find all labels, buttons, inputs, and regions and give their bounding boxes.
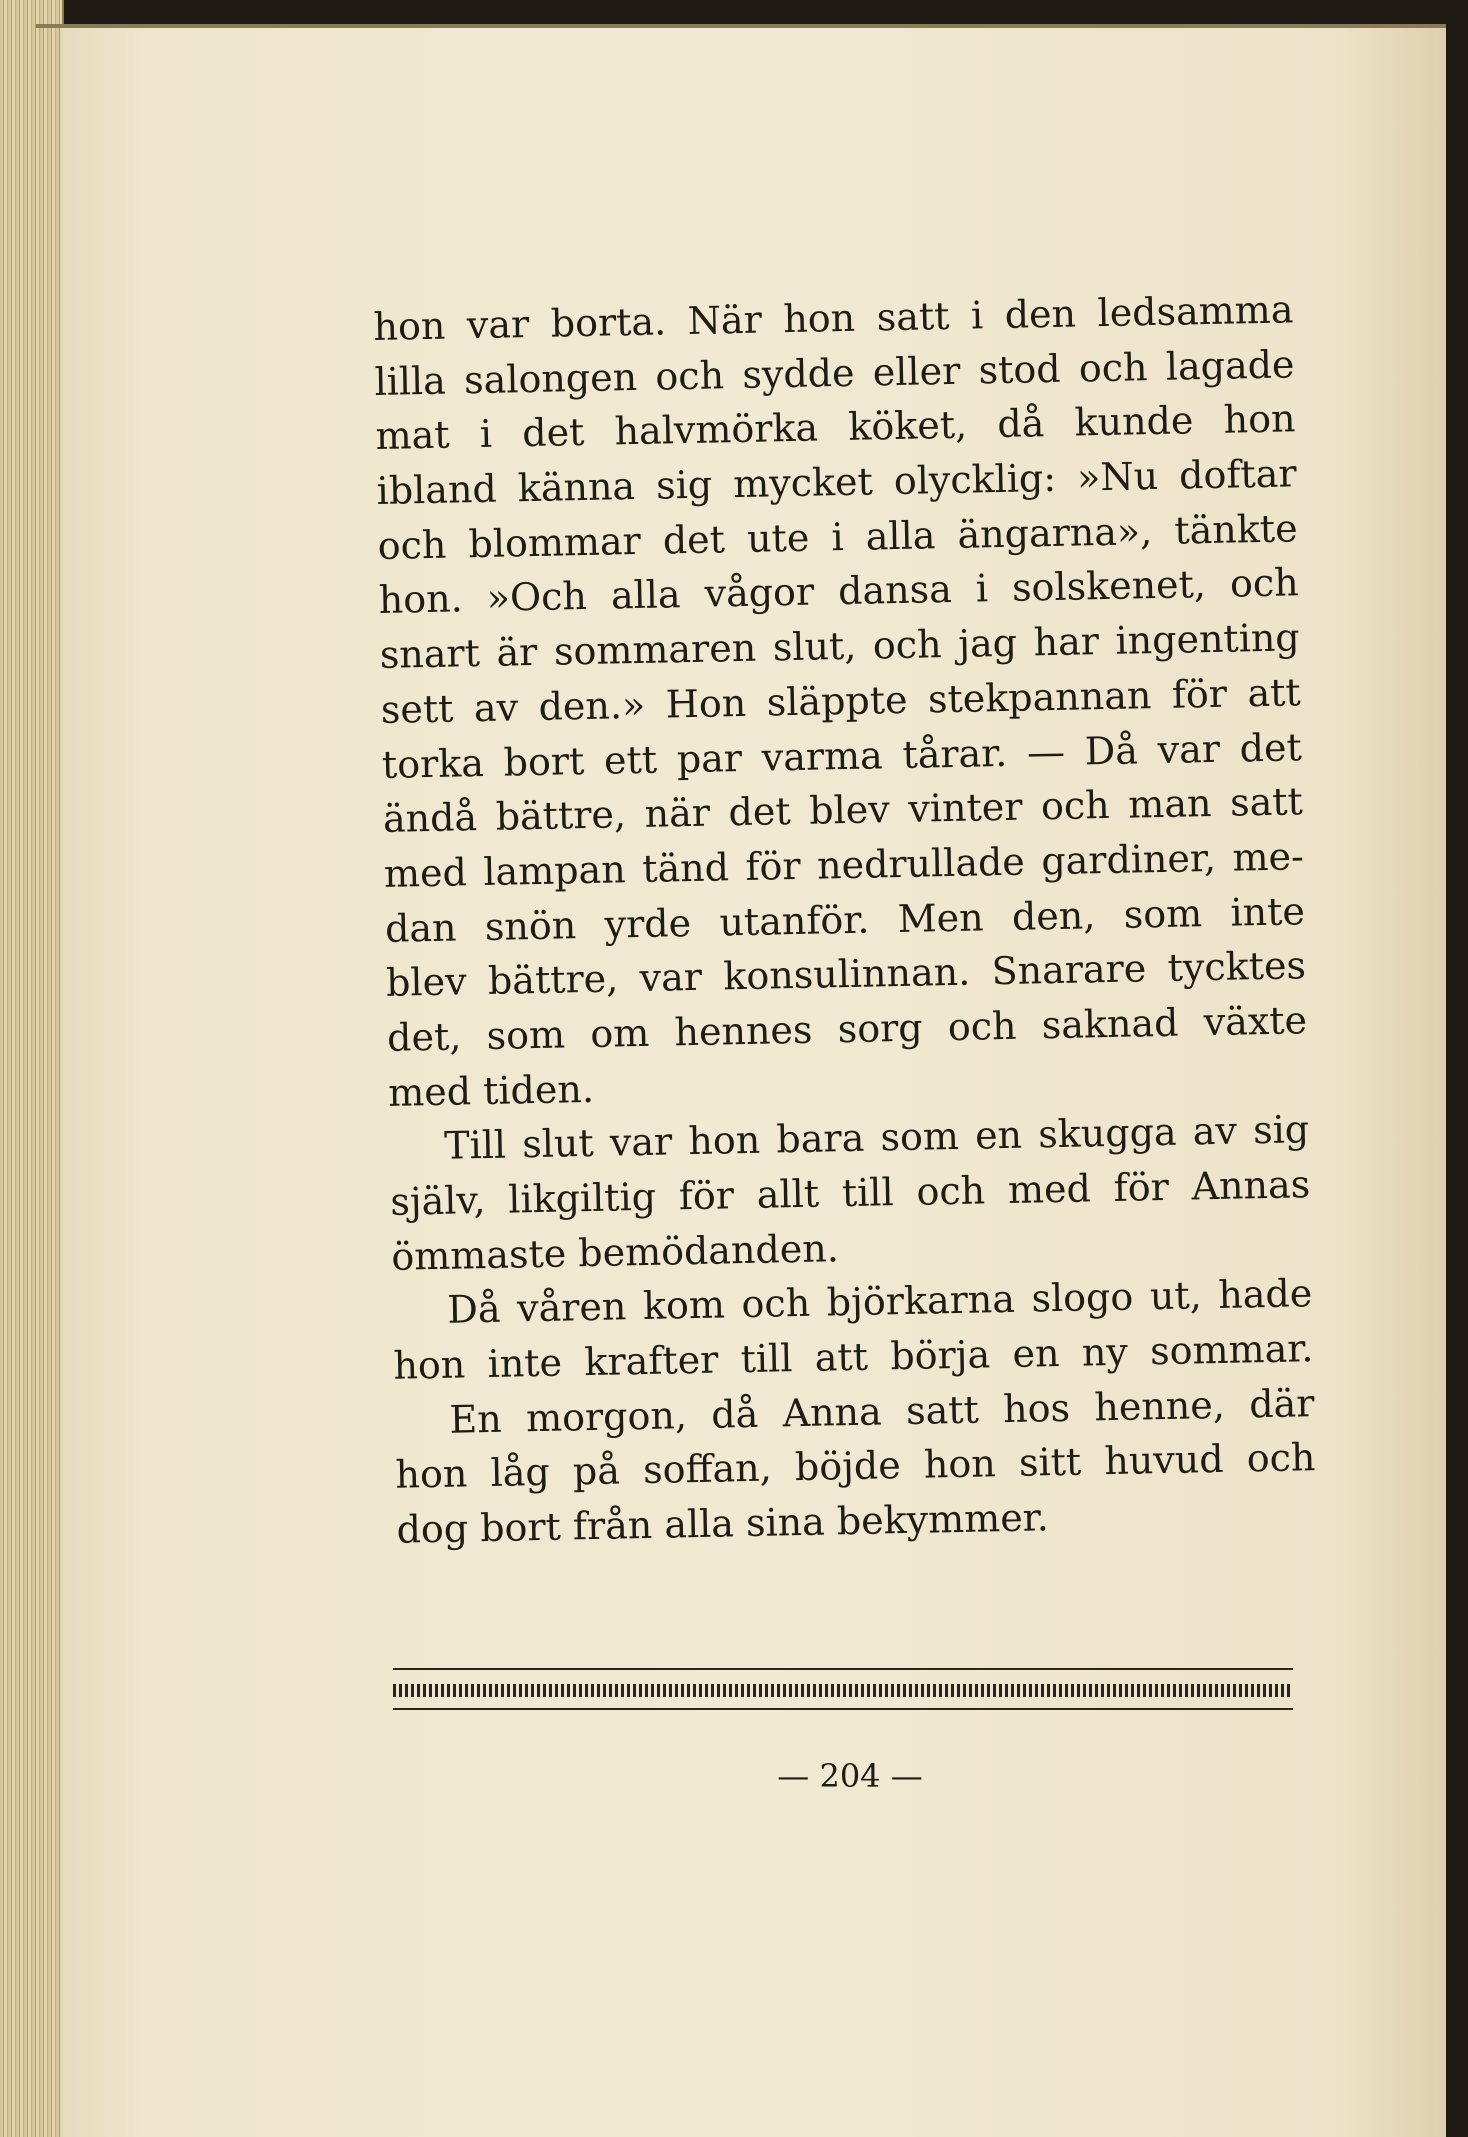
text-line: det, som om hennes sorg och saknad växte bbox=[386, 998, 1308, 1060]
page-number: — 204 — bbox=[777, 1757, 923, 1795]
ornament-bottom-line bbox=[393, 1708, 1293, 1710]
page-top-edge bbox=[36, 24, 1446, 28]
text-line: dog bort från alla sina bekymmer. bbox=[396, 1495, 1050, 1552]
ornamental-rule bbox=[393, 1668, 1293, 1720]
text-line: hon inte krafter till att börja en ny sommar. bbox=[393, 1326, 1314, 1388]
text-line: blev bättre, var konsulinnan. Snarare tycktes bbox=[385, 943, 1307, 1006]
text-line: ändå bättre, när det blev vinter och man satt bbox=[382, 779, 1304, 842]
text-line: ömmaste bemödanden. bbox=[390, 1225, 840, 1279]
text-line: lilla salongen och sydde eller stod och lagade bbox=[374, 342, 1295, 404]
text-line: hon låg på soffan, böjde hon sitt huvud och bbox=[395, 1435, 1316, 1498]
text-line: dan snön yrde utanför. Men den, som inte bbox=[384, 888, 1306, 951]
text-line: Till slut var hon bara som en skugga av sig bbox=[443, 1107, 1310, 1169]
text-line: själv, likgiltig för allt till och med för Annas bbox=[389, 1162, 1311, 1224]
text-line: med lampan tänd för nedrullade gardiner, me- bbox=[383, 834, 1305, 896]
text-line: ibland känna sig mycket olycklig: »Nu doftar bbox=[376, 451, 1297, 514]
text-line: snart är sommaren slut, och jag har ingenting bbox=[379, 615, 1301, 678]
text-line: hon. »Och alla vågor dansa i solskenet, och bbox=[378, 560, 1300, 623]
text-line: och blommar det ute i alla ängarna», tänkte bbox=[377, 506, 1298, 568]
text-line: mat i det halvmörka köket, då kunde hon bbox=[375, 396, 1296, 459]
text-line: En morgon, då Anna satt hos henne, där bbox=[449, 1380, 1315, 1442]
text-line: med tiden. bbox=[387, 1066, 595, 1115]
text-line: torka bort ett par varma tårar. — Då var det bbox=[381, 724, 1303, 787]
ornament-top-line bbox=[393, 1668, 1293, 1670]
body-text bbox=[373, 282, 1317, 1557]
book-page-edges bbox=[0, 0, 64, 2137]
ornament-tick-band bbox=[393, 1684, 1293, 1697]
text-line: Då våren kom och björkarna slogo ut, hade bbox=[446, 1271, 1313, 1333]
text-line: hon var borta. När hon satt i den ledsamma bbox=[373, 287, 1294, 349]
text-line: sett av den.» Hon släppte stekpannan för att bbox=[380, 670, 1302, 732]
